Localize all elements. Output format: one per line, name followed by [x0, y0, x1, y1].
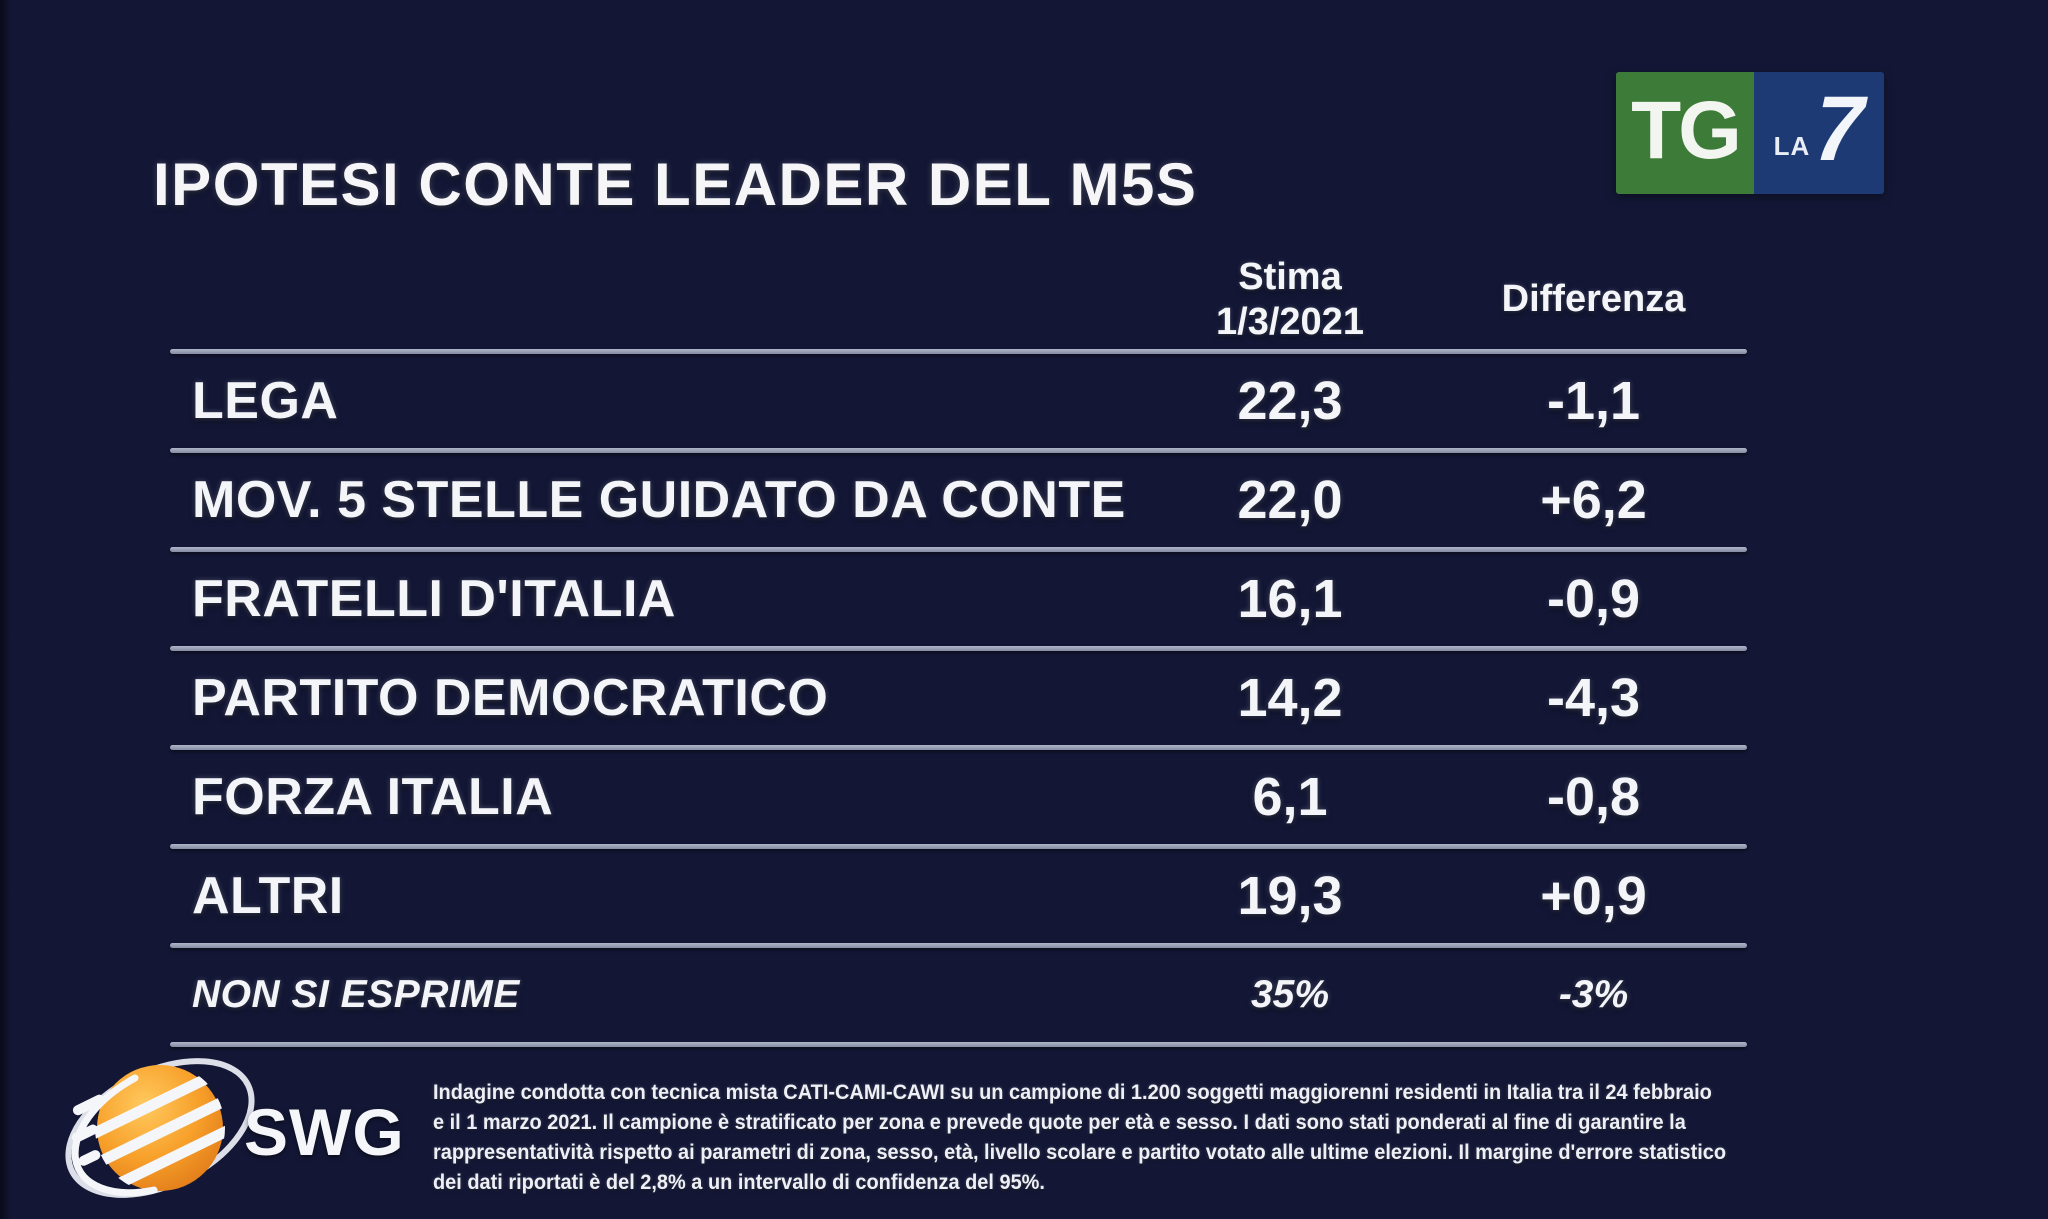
table-row	[170, 453, 1747, 547]
table-row	[170, 849, 1747, 943]
party-name-label: FORZA ITALIA	[192, 768, 554, 826]
party-name-label: LEGA	[192, 372, 339, 430]
stima-header-line2: 1/3/2021	[1216, 300, 1364, 343]
party-name-label: PARTITO DEMOCRATICO	[192, 669, 829, 727]
table-row	[170, 552, 1747, 646]
party-name-label: ALTRI	[192, 867, 344, 925]
table-row	[170, 354, 1747, 448]
summary-row	[170, 948, 1747, 1042]
tg-badge-label: TG	[1631, 85, 1739, 176]
stima-value: 6,1	[1252, 767, 1328, 827]
party-name-label: MOV. 5 STELLE GUIDATO DA CONTE	[192, 471, 1126, 529]
differenza-value: +0,9	[1540, 866, 1647, 926]
stima-value: 22,0	[1237, 470, 1343, 530]
differenza-value: -1,1	[1546, 371, 1641, 431]
methodology-line: rappresentatività rispetto ai parametri di zona, sesso, età, livello scolare e partito votato alle ultime elezioni. Il margine d'errore statistico	[433, 1141, 1727, 1164]
la7-seven-label: 7	[1803, 77, 1877, 180]
differenza-value: -3%	[1558, 973, 1629, 1016]
table-row	[170, 651, 1747, 745]
stima-value: 14,2	[1237, 668, 1343, 728]
stima-value: 16,1	[1237, 569, 1343, 629]
la7-la-label: LA	[1773, 130, 1811, 161]
methodology-line: Indagine condotta con tecnica mista CATI-CAMI-CAWI su un campione di 1.200 soggetti maggiorenni residenti in Italia tra il 24 febbraio	[433, 1081, 1712, 1104]
differenza-value: -0,9	[1546, 569, 1641, 629]
methodology-line: dei dati riportati è del 2,8% a un intervallo di confidenza del 95%.	[433, 1171, 1045, 1194]
stima-value: 22,3	[1237, 371, 1343, 431]
poll-table	[170, 250, 1747, 1047]
differenza-value: -4,3	[1546, 668, 1641, 728]
table-row	[170, 750, 1747, 844]
differenza-value: +6,2	[1540, 470, 1647, 530]
stima-value: 35%	[1250, 973, 1330, 1016]
la7-badge	[1754, 72, 1884, 194]
differenza-value: -0,8	[1546, 767, 1641, 827]
methodology-note	[433, 1078, 1726, 1198]
methodology-line: e il 1 marzo 2021. Il campione è stratificato per zona e prevede quote per età e sesso. I dati sono stati ponderati al fine di garantire la	[433, 1111, 1686, 1134]
stima-value: 19,3	[1237, 866, 1343, 926]
party-name-label: FRATELLI D'ITALIA	[192, 570, 676, 628]
column-header-stima	[1140, 255, 1440, 344]
tgla7-logo	[1616, 72, 1884, 194]
stima-header-line1: Stima	[1238, 256, 1342, 299]
column-header-differenza: Differenza	[1501, 278, 1686, 321]
page-title: IPOTESI CONTE LEADER DEL M5S	[153, 151, 1198, 218]
table-header-row	[170, 250, 1747, 349]
swg-brand-label: SWG	[244, 1095, 405, 1169]
tg-badge	[1616, 72, 1754, 194]
table-bottom-divider	[170, 1042, 1747, 1047]
party-name-label: NON SI ESPRIME	[192, 973, 520, 1016]
